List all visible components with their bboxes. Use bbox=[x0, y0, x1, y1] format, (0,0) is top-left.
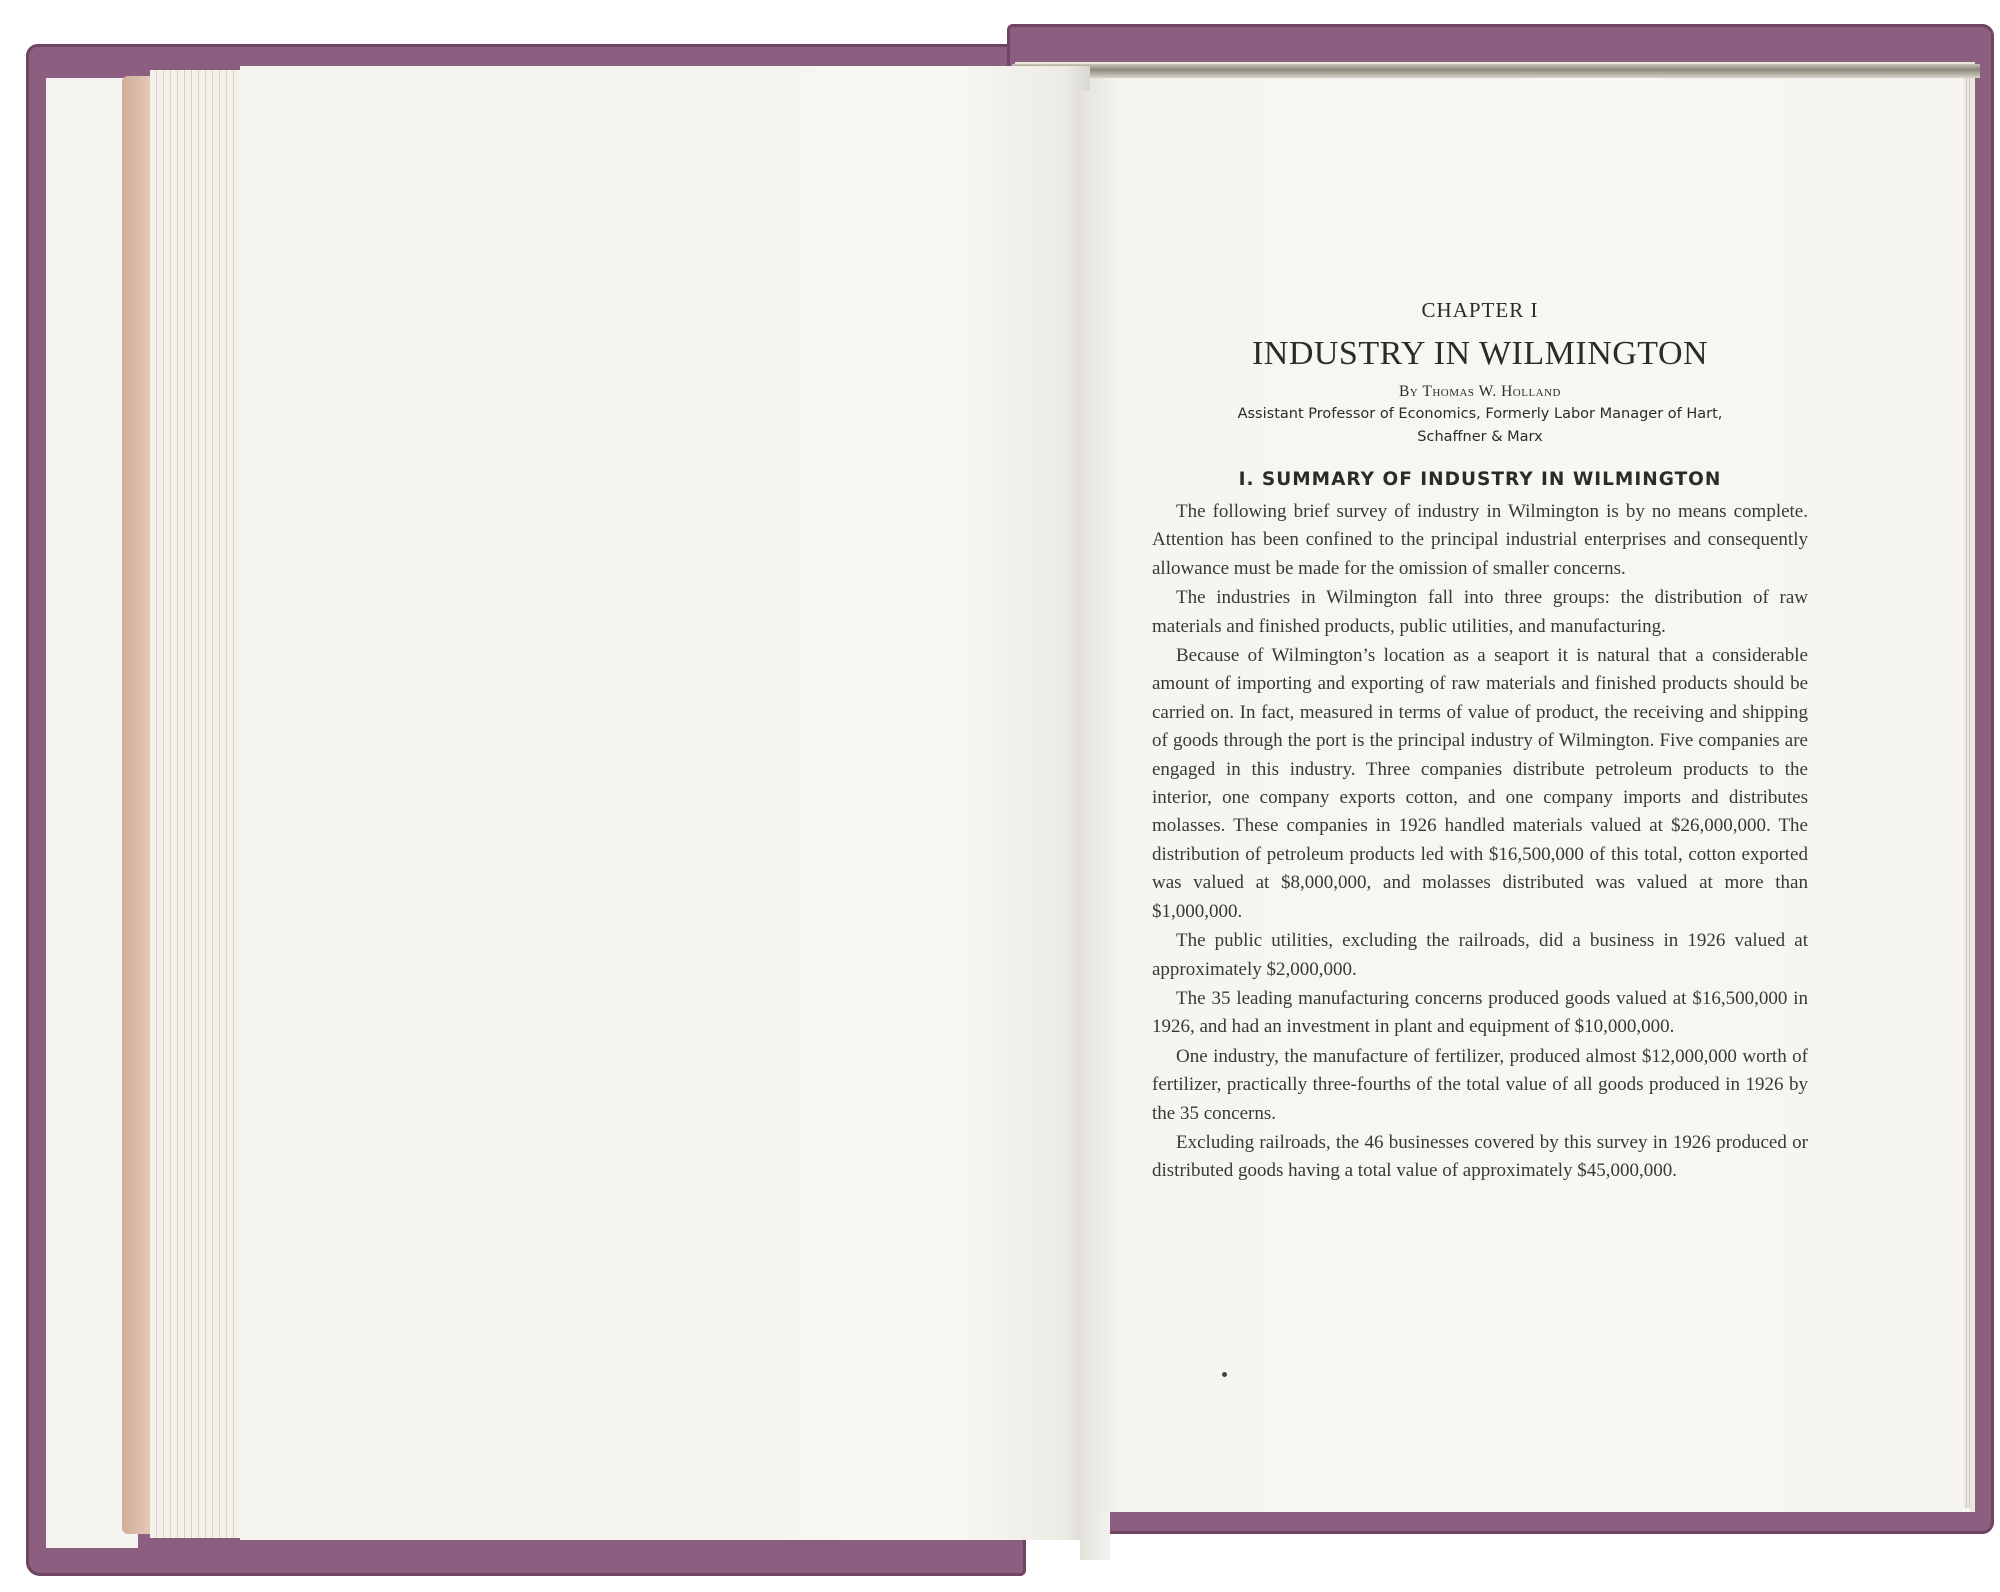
body-paragraph: The 35 leading manufacturing concerns produced goods valued at $16,500,000 in 1926, and had an investment in plant and equipment of $10,000,000. bbox=[1152, 987, 1808, 1038]
author-byline: By Thomas W. Holland bbox=[1398, 383, 1562, 400]
right-page-edge bbox=[1964, 78, 1972, 1508]
author-affiliation bbox=[1152, 403, 1808, 449]
left-blank-page bbox=[240, 66, 1090, 1540]
page-top-edge bbox=[1012, 64, 1980, 78]
left-page-stack bbox=[150, 70, 250, 1538]
chapter-title: INDUSTRY IN WILMINGTON bbox=[1251, 335, 1709, 372]
chapter-label: CHAPTER I bbox=[1421, 298, 1539, 322]
affiliation-line: Schaffner & Marx bbox=[1417, 429, 1543, 445]
ink-speck bbox=[1222, 1372, 1227, 1377]
section-heading: I. SUMMARY OF INDUSTRY IN WILMINGTON bbox=[1238, 469, 1722, 490]
body-paragraph: Because of Wilmington’s location as a seaport it is natural that a considerable amount of importing and exporting of raw materials and finished products should be carried on. In fact, measured in terms of value of product, the receiving and shipping of goods through the port is the principal industry of Wilmington. Five companies are engaged in this industry. Three companies distribute petroleum products to the interior, one company exports cotton, and one company imports and distributes molasses. These companies in 1926 handled materials valued at $26,000,000. The distribution of petroleum products led with $16,500,000 of this total, cotton exported was valued at $8,000,000, and molasses distributed was valued at more than $1,000,000. bbox=[1152, 645, 1808, 922]
body-paragraph: The industries in Wilmington fall into three groups: the distribution of raw materials and finished products, public utilities, and manufacturing. bbox=[1152, 587, 1808, 637]
affiliation-line: Assistant Professor of Economics, Formerly Labor Manager of Hart, bbox=[1237, 406, 1723, 422]
body-paragraph: Excluding railroads, the 46 businesses covered by this survey in 1926 produced or distributed goods having a total value of approximately $45,000,000. bbox=[1152, 1131, 1808, 1182]
body-paragraph: The public utilities, excluding the railroads, did a business in 1926 valued at approximately $2,000,000. bbox=[1152, 930, 1808, 980]
body-paragraph: One industry, the manufacture of fertilizer, produced almost $12,000,000 worth of fertilizer, practically three-fourths of the total value of all goods produced in 1926 by the 35 concerns. bbox=[1152, 1045, 1808, 1124]
body-paragraph: The following brief survey of industry in Wilmington is by no means complete. Attention has been confined to the principal industrial enterprises and consequently allowance must be made for the omission of smaller concerns. bbox=[1152, 501, 1808, 579]
text-block bbox=[1152, 298, 1808, 1187]
